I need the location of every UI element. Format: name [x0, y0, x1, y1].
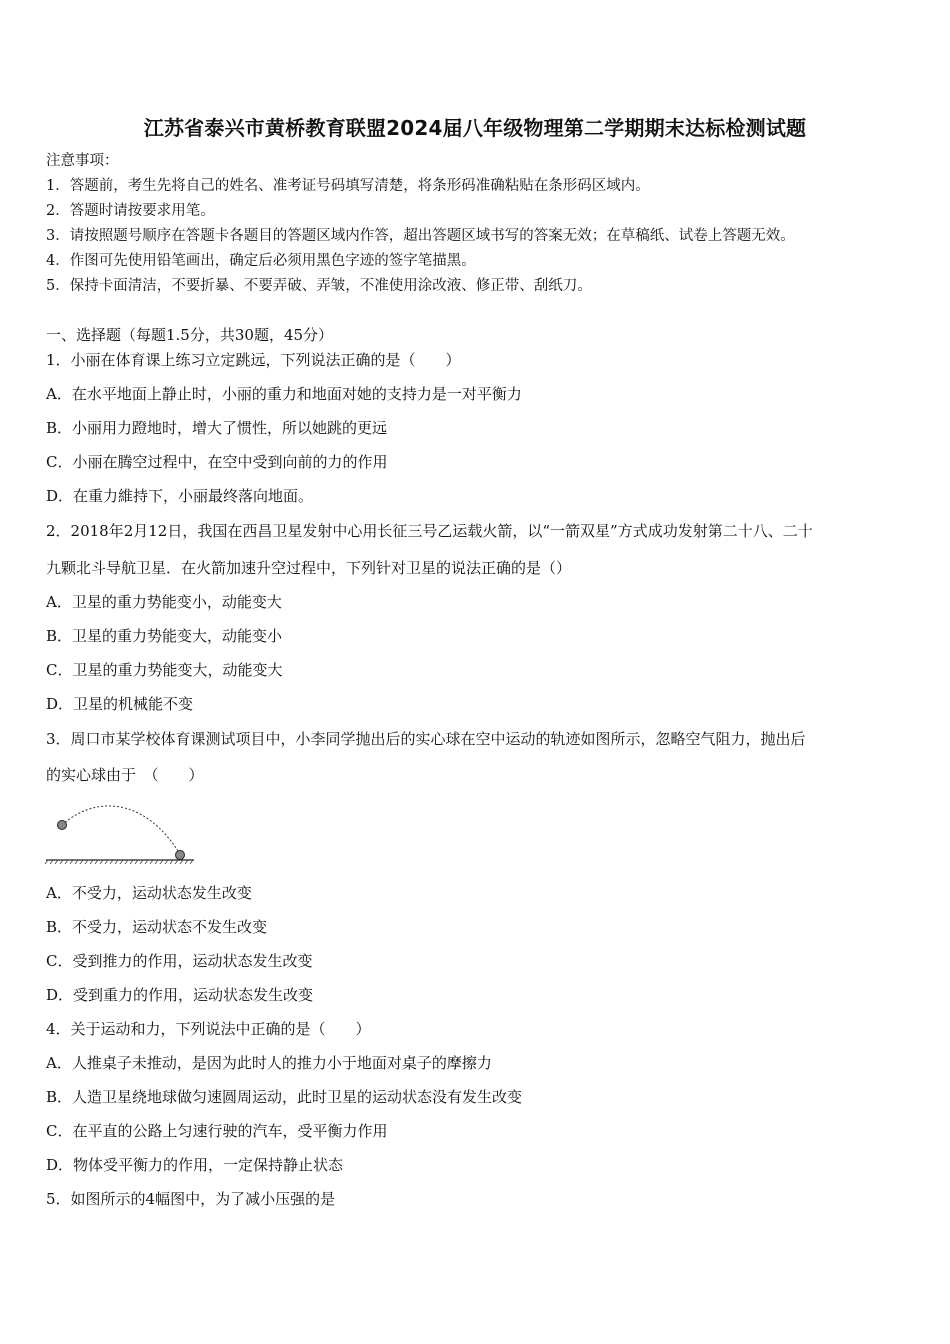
question-stem: 5．如图所示的4幅图中，为了减小压强的是 [46, 1190, 336, 1208]
notice-item: 1．答题前，考生先将自己的姓名、准考证号码填写清楚，将条形码准确粘贴在条形码区域内。 [46, 178, 650, 194]
answer-option: A．在水平地面上静止时，小丽的重力和地面对她的支持力是一对平衡力 [46, 385, 522, 403]
ball-start [58, 821, 67, 830]
trajectory-path [62, 806, 180, 854]
answer-option: B．人造卫星绕地球做匀速圆周运动，此时卫星的运动状态没有发生改变 [46, 1088, 523, 1106]
answer-option: C．小丽在腾空过程中，在空中受到向前的力的作用 [46, 453, 388, 471]
notice-item: 4．作图可先使用铅笔画出，确定后必须用黑色字迹的签字笔描黑。 [46, 253, 476, 269]
answer-option: D．物体受平衡力的作用，一定保持静止状态 [46, 1156, 344, 1174]
notice-heading: 注意事项： [46, 153, 119, 169]
question-stem: 2．2018年2月12日，我国在西昌卫星发射中心用长征三号乙运载火箭，以“一箭双星”方式成功发射第二十八、二十 [46, 522, 813, 540]
answer-option: A．人推桌子未推动，是因为此时人的推力小于地面对桌子的摩擦力 [46, 1054, 492, 1072]
notice-item: 2．答题时请按要求用笔。 [46, 203, 215, 219]
answer-option: B．小丽用力蹬地时，增大了惯性，所以她跳的更远 [46, 419, 388, 437]
question-stem: 的实心球由于 （ ） [46, 766, 204, 784]
answer-option: D．受到重力的作用，运动状态发生改变 [46, 986, 314, 1004]
section-heading: 一、选择题（每题1.5分，共30题，45分） [46, 326, 334, 344]
answer-option: D．在重力維持下，小丽最终落向地面。 [46, 487, 314, 505]
answer-option: C．在平直的公路上匀速行驶的汽车，受平衡力作用 [46, 1122, 388, 1140]
question-stem: 九颗北斗导航卫星．在火箭加速升空过程中，下列针对卫星的说法正确的是（） [46, 559, 572, 577]
answer-option: C．卫星的重力势能变大，动能变大 [46, 661, 283, 679]
answer-option: A．卫星的重力势能变小，动能变大 [46, 593, 282, 611]
question-stem: 1．小丽在体育课上练习立定跳远，下列说法正确的是（ ） [46, 351, 461, 369]
answer-option: D．卫星的机械能不变 [46, 695, 194, 713]
question-stem: 3．周口市某学校体育课测试项目中，小李同学抛出后的实心球在空中运动的轨迹如图所示，忽略空气阻力，抛出后 [46, 730, 806, 748]
answer-option: A．不受力，运动状态发生改变 [46, 884, 252, 902]
page-title: 江苏省泰兴市黄桥教育联盟2024届八年级物理第二学期期末达标检测试题 [143, 116, 807, 140]
question-stem: 4．关于运动和力，下列说法中正确的是（ ） [46, 1020, 371, 1038]
answer-option: C．受到推力的作用，运动状态发生改变 [46, 952, 313, 970]
notice-item: 3．请按照题号顺序在答题卡各题目的答题区域内作答，超出答题区域书写的答案无效；在草稿纸、试卷上答题无效。 [46, 228, 795, 244]
ball-trajectory-figure [44, 798, 196, 868]
notice-item: 5．保持卡面清洁，不要折暴、不要弄破、弄皱，不准使用涂改液、修正带、刮纸刀。 [46, 278, 592, 294]
answer-option: B．不受力，运动状态不发生改变 [46, 918, 268, 936]
ball-end [176, 851, 185, 860]
answer-option: B．卫星的重力势能变大，动能变小 [46, 627, 283, 645]
